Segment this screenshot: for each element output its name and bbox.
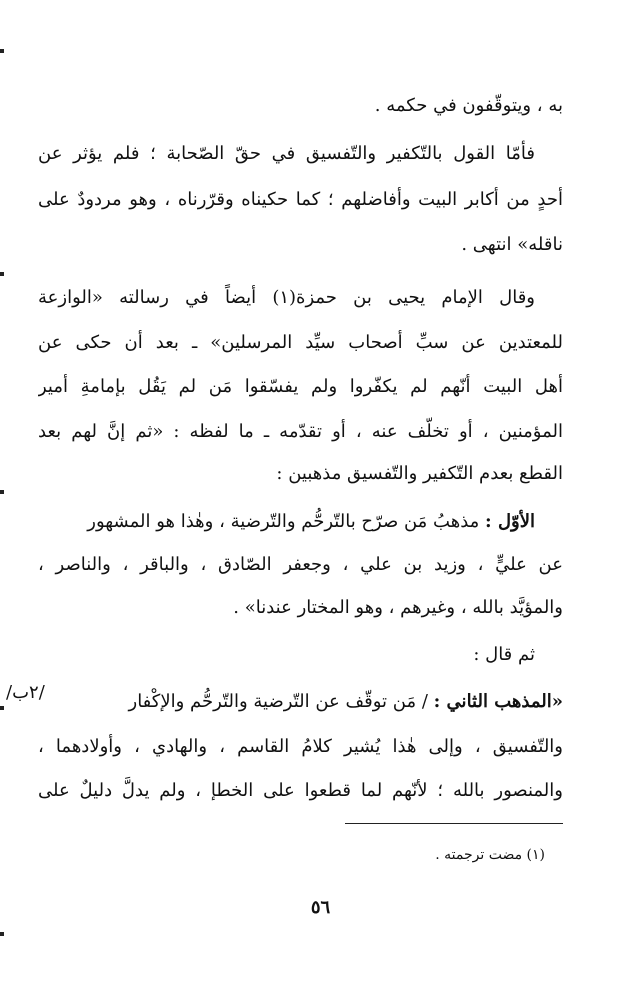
text-line: للمعتدين عن سبِّ أصحاب سيِّد المرسلين» ـ بعد أن حكى عن <box>38 332 563 353</box>
margin-tick <box>0 706 4 710</box>
heading-first: الأوّل : <box>485 511 535 532</box>
text-line: به ، ويتوقّفون في حكمه . <box>374 95 563 116</box>
text-line: ثم قال : <box>473 644 535 665</box>
text-line: مذهبُ مَن صرّح بالتّرحُّم والتّرضية ، وهٰذا هو المشهور <box>87 511 480 532</box>
text-line: عن عليٍّ ، وزيد بن علي ، وجعفر الصّادق ، والباقر ، والناصر ، <box>38 554 563 575</box>
text-line: أهل البيت أنّهم لم يكفّروا ولم يفسّقوا مَن لم يَقُل بإمامةِ أمير <box>38 376 563 397</box>
heading-second: «المذهب الثاني : <box>433 691 563 712</box>
margin-tick <box>0 932 4 936</box>
text-line: والتّفسيق ، وإلى هٰذا يُشير كلامُ القاسم ، والهادي ، وأولادهما ، <box>38 736 563 757</box>
margin-tick <box>0 490 4 494</box>
text-line: فأمّا القول بالتّكفير والتّفسيق في حقّ الصّحابة ؛ فلم يؤثر عن <box>38 143 535 164</box>
heading-line-second <box>38 684 563 720</box>
text-line: والمنصور بالله ؛ لأنّهم لما قطعوا على الخطإ ، ولم يدلَّ دليلٌ على <box>38 780 563 801</box>
footnote: (١) مضت ترجمته . <box>435 847 545 863</box>
text-line: المؤمنين ، أو تخلّف عنه ، أو تقدّمه ـ ما لفظه : «ثم إنَّ لهم بعد <box>38 421 563 442</box>
margin-tick <box>0 49 4 53</box>
text-line: / مَن توقّف عن التّرضية والتّرحُّم والإكْفار <box>128 691 428 712</box>
text-line: ناقله» انتهى . <box>461 234 563 255</box>
heading-line-first <box>38 504 535 540</box>
page-number: ٥٦ <box>310 897 331 918</box>
text-line: والمؤيَّد بالله ، وغيرهم ، وهو المختار عندنا» . <box>233 597 563 618</box>
margin-tick <box>0 272 4 276</box>
text-line: القطع بعدم التّكفير والتّفسيق مذهبين : <box>276 463 563 484</box>
text-line: وقال الإمام يحيى بن حمزة(١) أيضاً في رسالته «الوازعة <box>38 287 535 308</box>
margin-note: /٢ب/ <box>6 682 45 703</box>
footnote-divider <box>345 823 563 824</box>
text-line: أحدٍ من أكابر البيت وأفاضلهم ؛ كما حكيناه وقرّرناه ، وهو مردودٌ على <box>38 189 563 210</box>
